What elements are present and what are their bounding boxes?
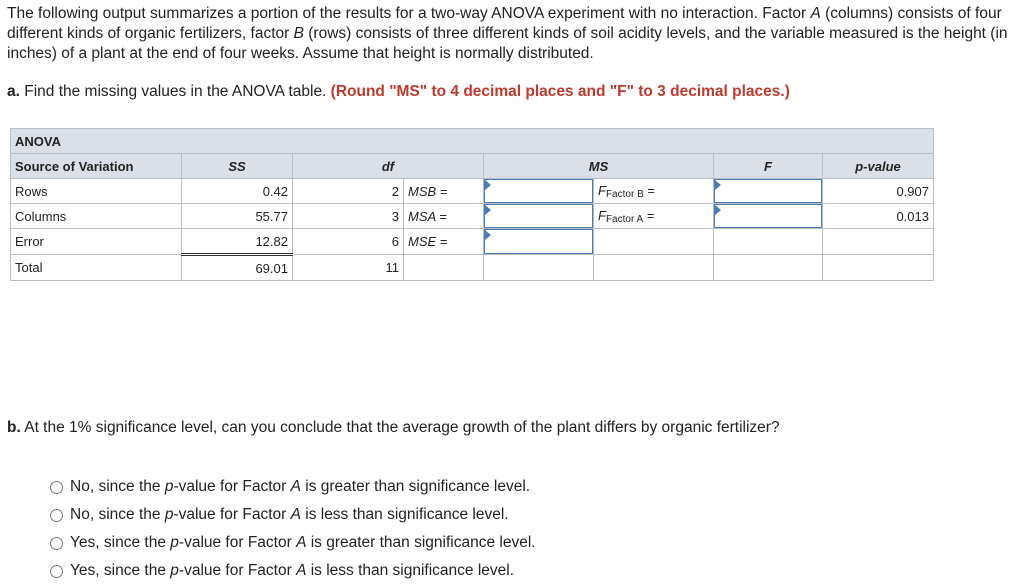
option-a: A bbox=[296, 534, 307, 551]
option-label: Yes, since the p-value for Factor A is less than significance level. bbox=[70, 562, 515, 579]
answer-marker-icon bbox=[715, 205, 721, 215]
msa-label: MSA = bbox=[408, 208, 447, 224]
part-b-prefix: b. bbox=[7, 419, 21, 436]
source-cell: Rows bbox=[11, 179, 182, 204]
msb-input-box[interactable] bbox=[484, 179, 593, 203]
radio-icon[interactable] bbox=[50, 509, 63, 522]
option-rest1: -value for Factor bbox=[178, 562, 297, 579]
option-p: p bbox=[164, 478, 174, 495]
header-df-text: df bbox=[381, 158, 395, 174]
p-value-cell: 0.013 bbox=[823, 204, 934, 229]
mse-input-box[interactable] bbox=[484, 229, 593, 254]
option-mid: since the bbox=[98, 506, 165, 523]
option-p: p bbox=[170, 534, 179, 551]
df-cell: 6 bbox=[293, 229, 404, 255]
part-b-prompt bbox=[7, 418, 780, 438]
f-factor-b-input[interactable] bbox=[714, 179, 823, 204]
option-label: No, since the p-value for Factor A is less than significance level. bbox=[70, 506, 509, 523]
answer-marker-icon bbox=[715, 180, 721, 190]
option-a: A bbox=[296, 562, 307, 579]
source-cell: Error bbox=[11, 229, 182, 255]
option-mid: since the bbox=[103, 562, 171, 579]
option-a: A bbox=[290, 478, 301, 495]
option-label: No, since the p-value for Factor A is greater than significance level. bbox=[70, 478, 531, 495]
mse-label: MSE = bbox=[408, 234, 448, 249]
option-rest2: is greater than significance level. bbox=[306, 534, 536, 551]
option-label: Yes, since the p-value for Factor A is greater than significance level. bbox=[70, 534, 536, 551]
ss-cell: 55.77 bbox=[182, 204, 293, 229]
mse-input[interactable] bbox=[484, 229, 594, 255]
df-cell: 2 bbox=[293, 179, 404, 204]
option-rest1: -value for Factor bbox=[173, 506, 291, 523]
intro-text-2: (columns) consists of four different kinds of organic fertilizers, factor bbox=[7, 5, 1002, 42]
msa-input-box[interactable] bbox=[484, 204, 593, 228]
msb-input[interactable] bbox=[484, 179, 594, 204]
question-intro bbox=[7, 4, 1012, 64]
f-factor-a-input[interactable] bbox=[714, 204, 823, 229]
empty-cell bbox=[714, 255, 823, 281]
option-p: p bbox=[164, 506, 174, 523]
ss-cell: 0.42 bbox=[182, 179, 293, 204]
option-rest2: is greater than significance level. bbox=[300, 478, 531, 495]
empty-cell bbox=[484, 255, 594, 281]
empty-cell bbox=[594, 255, 714, 281]
f-label-cell bbox=[594, 204, 714, 229]
table-row bbox=[11, 229, 934, 255]
empty-cell bbox=[404, 255, 484, 281]
radio-icon[interactable] bbox=[50, 481, 63, 494]
answer-options bbox=[50, 473, 536, 585]
intro-text-3: (rows) consists of three different kinds of soil acidity levels, and the variable measured is the height (in inches) of a plant at the end of four weeks. Assume that height is normally distributed. bbox=[7, 25, 1008, 62]
answer-marker-icon bbox=[485, 230, 491, 240]
f-label: F bbox=[598, 207, 606, 223]
option-lead: Yes bbox=[70, 562, 96, 579]
f-factor-b-input-box[interactable] bbox=[714, 179, 822, 203]
option-1[interactable] bbox=[50, 473, 536, 501]
msb-label: MSB = bbox=[408, 183, 448, 199]
option-4[interactable] bbox=[50, 557, 536, 585]
part-a-prompt bbox=[7, 82, 790, 102]
table-row bbox=[11, 204, 934, 229]
radio-icon[interactable] bbox=[50, 565, 63, 578]
anova-table bbox=[10, 128, 934, 281]
option-lead: No bbox=[70, 506, 90, 523]
msa-input[interactable] bbox=[484, 204, 594, 229]
empty-cell bbox=[823, 255, 934, 281]
part-b-text: At the 1% significance level, can you conclude that the average growth of the plant differs by organic fertilizer? bbox=[20, 419, 780, 436]
header-f bbox=[714, 154, 823, 179]
option-a: A bbox=[290, 506, 301, 523]
header-p-value bbox=[823, 154, 934, 179]
header-f-text: F bbox=[764, 158, 772, 174]
option-rest1: -value for Factor bbox=[178, 534, 297, 551]
ss-cell: 69.01 bbox=[182, 255, 293, 281]
header-ms-text: MS bbox=[588, 158, 609, 174]
table-row bbox=[11, 179, 934, 204]
factor-a-label: A bbox=[810, 5, 821, 22]
header-ss bbox=[182, 154, 293, 179]
ms-label-cell bbox=[404, 204, 484, 229]
f-sub-label: Factor A bbox=[605, 213, 644, 225]
option-mid: since the bbox=[98, 478, 165, 495]
part-a-text: Find the missing values in the ANOVA table. bbox=[19, 83, 331, 100]
option-rest2: is less than significance level. bbox=[306, 562, 515, 579]
ss-cell: 12.82 bbox=[182, 229, 293, 255]
header-ms bbox=[484, 154, 714, 179]
option-rest1: -value for Factor bbox=[173, 478, 291, 495]
source-cell: Columns bbox=[11, 204, 182, 229]
header-source: Source of Variation bbox=[11, 154, 182, 179]
f-label-cell bbox=[594, 179, 714, 204]
empty-cell bbox=[823, 229, 934, 255]
header-df bbox=[293, 154, 484, 179]
f-equals: = bbox=[643, 182, 655, 198]
f-factor-a-input-box[interactable] bbox=[714, 204, 822, 228]
option-2[interactable] bbox=[50, 501, 536, 529]
ms-label-cell bbox=[404, 179, 484, 204]
rounding-instruction: (Round "MS" to 4 decimal places and "F" to 3 decimal places.) bbox=[330, 83, 790, 100]
f-label: F bbox=[598, 182, 606, 198]
df-cell: 11 bbox=[293, 255, 404, 281]
df-cell: 3 bbox=[293, 204, 404, 229]
answer-marker-icon bbox=[485, 180, 491, 190]
intro-text-1: The following output summarizes a portion of the results for a two-way ANOVA experiment with no interaction. Factor bbox=[7, 5, 811, 22]
answer-marker-icon bbox=[485, 205, 491, 215]
ms-label-cell bbox=[404, 229, 484, 255]
radio-icon[interactable] bbox=[50, 537, 63, 550]
option-p: p bbox=[170, 562, 179, 579]
option-lead: No bbox=[70, 478, 90, 495]
f-equals: = bbox=[643, 207, 655, 223]
header-p-text: p-value bbox=[855, 158, 901, 174]
table-row bbox=[11, 255, 934, 281]
option-mid: since the bbox=[103, 534, 171, 551]
p-value-cell: 0.907 bbox=[823, 179, 934, 204]
option-rest2: is less than significance level. bbox=[300, 506, 509, 523]
source-cell: Total bbox=[11, 255, 182, 281]
header-ss-text: SS bbox=[228, 158, 246, 174]
option-3[interactable] bbox=[50, 529, 536, 557]
table-title: ANOVA bbox=[11, 129, 934, 154]
part-a-prefix: a. bbox=[7, 83, 20, 100]
empty-cell bbox=[594, 229, 714, 255]
empty-cell bbox=[714, 229, 823, 255]
factor-b-label: B bbox=[293, 25, 304, 42]
f-sub-label: Factor B bbox=[605, 188, 644, 200]
option-lead: Yes bbox=[70, 534, 96, 551]
